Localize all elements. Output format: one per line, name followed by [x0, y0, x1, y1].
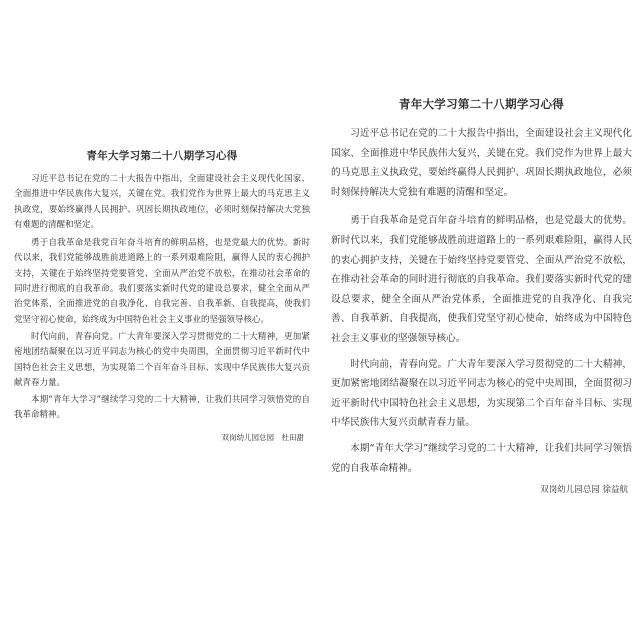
- left-paragraph-1: 习近平总书记在党的二十大报告中指出，全面建设社会主义现代化国家、全面推进中华民族伟大复兴，关键在党。我们党作为世界上最大的马克思主义执政党，要始终赢得人民拥护、巩固长期执政地位，必须时刻保持解决大党独有难题的清醒和坚定。: [14, 174, 310, 230]
- right-paragraph-4: 本期“青年大学习”继续学习党的二十大精神，让我们共同学习领悟党的自我革命精神。: [331, 442, 632, 474]
- left-page-title: 青年大学习第二十八期学习心得: [86, 150, 238, 162]
- left-document-page: [14, 148, 310, 538]
- right-document-page: [331, 96, 632, 556]
- right-signature: 双岗幼儿园总园 徐益航: [540, 485, 628, 496]
- right-paragraph-2: 勇于自我革命是党百年奋斗培育的鲜明品格，也是党最大的优势。新时代以来，我们党能够战胜前进道路上的一系列艰难险阻，赢得人民的衷心拥护支持，关键在于始终坚持党要管党、全面从严治党不放松，在推动社会革命的同时进行彻底的自我革命。我们要落实新时代党的建设总要求，健全全面从严治党体系，全面推进党的自我净化、自我完善、自我革新、自我提高，使我们党坚守初心使命，始终成为中国特色社会主义事业的坚强领导核心。: [331, 215, 632, 344]
- left-paragraph-3: 时代向前，青春向党。广大青年要深入学习贯彻党的二十大精神，更加紧密地团结凝聚在以习近平同志为核心的党中央周围，全面贯彻习近平新时代中国特色社会主义思想，为实现第二个百年奋斗目标、实现中华民族伟大复兴贡献青春力量。: [14, 331, 310, 388]
- right-page-title: 青年大学习第二十八期学习心得: [398, 97, 565, 111]
- right-paragraph-3: 时代向前，青春向党。广大青年要深入学习贯彻党的二十大精神，更加紧密地团结凝聚在以习近平同志为核心的党中央周围，全面贯彻习近平新时代中国特色社会主义思想，为实现第二个百年奋斗目标、实现中华民族伟大复兴贡献青春力量。: [331, 358, 632, 429]
- right-paragraph-1: 习近平总书记在党的二十大报告中指出，全面建设社会主义现代化国家、全面推进中华民族伟大复兴，关键在党。我们党作为世界上最大的马克思主义执政党，要始终赢得人民拥护、巩固长期执政地位，必须时刻保持解决大党独有难题的清醒和坚定。: [331, 128, 632, 198]
- left-paragraph-2: 勇于自我革命是我党百年奋斗培育的鲜明品格，也是党最大的优势。新时代以来，我们党能够战胜前进道路上的一系列艰难险阻，赢得人民的衷心拥护支持，关键在于始终坚持党要管党、全面从严治党不放松，在推动社会革命的同时进行彻底的自我革命。我们要落实新时代党的建设总要求，健全全面从严治党体系，全面推进党的自我净化、自我完善、自我革新、自我提高，使我们党坚守初心使命，始终成为中国特色社会主义事业的坚强领导核心。: [14, 238, 310, 325]
- left-signature: 双岗幼儿园总园 杜田甜: [221, 432, 304, 442]
- left-paragraph-4: 本期“青年大学习”继续学习党的二十大精神，让我们共同学习领悟党的自我革命精神。: [14, 395, 310, 421]
